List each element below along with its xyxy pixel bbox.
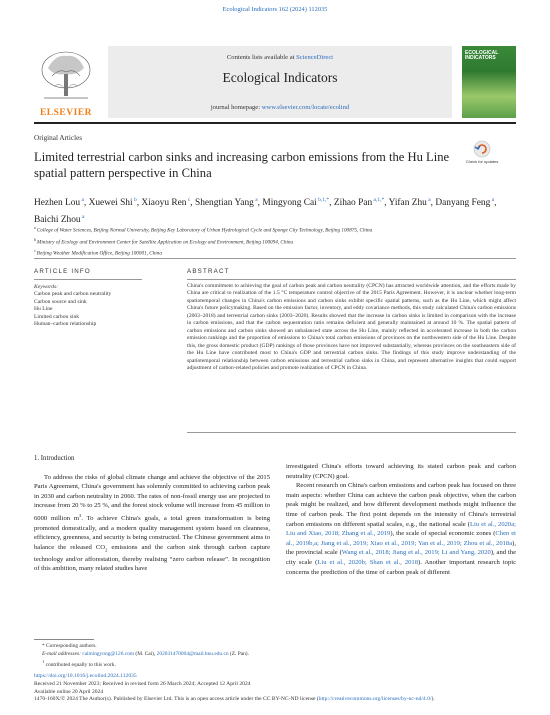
author-affiliation-mark[interactable]: a (253, 197, 258, 203)
header-divider (34, 122, 516, 124)
author-affiliation-mark[interactable]: b,1,* (316, 197, 330, 203)
text-run: ), and the city scale ( (286, 549, 517, 566)
abstract-text: China's commitment to achieving the goal of carbon peak and carbon neutrality (CPCN) has attracted worldwide attention, and the efforts made by China are critical to realization of the 1.5 °C temperature control objective of the 2015 Paris Agreement. However, it is unclear whether long-term spatiotemporal changes in China's carbon emissions and carbon sinks exhibit specific spatial patterns, such as the Hu Line, which might affect China's future policymaking. Based on the emission factor, inventory, and eddy covariance methods, this study calculated China's carbon emissions (2003–2018) and terrestrial carbon sinks (2003–2020). Results showed that the increase in carbon sinks is limited in comparison with the increase in carbon emissions, and that the carbon sequestration ratio remains deficient and generally maintained at around 10 %. The spatial pattern of carbon emissions and carbon sinks showed an unbalanced state across the Hu Line, mainly reflected in accelerated increase in both the carbon emission rankings and the proportion of emissions to China's total carbon emissions of provinces on the northwestern side of the Hu Line. Despite this, the gross domestic product (GDP) rankings of those provinces have not improved substantially, whereas provinces on the southeastern side of the Hu Line have contributed most to China's GDP and terrestrial carbon sinks. The findings of this study improve understanding of the spatiotemporal relationship between carbon emissions and terrestrial carbon sinks in China, and represent alternative insights that could support adjustment of carbon-related policies and promote realization of CPCN in China. (187, 283, 516, 371)
author-affiliation-mark[interactable]: a,1,* (372, 197, 385, 203)
article-info-heading: ARTICLE INFO (34, 268, 91, 275)
journal-header (34, 46, 516, 120)
elsevier-wordmark: ELSEVIER (39, 108, 93, 118)
abstract-divider (187, 279, 516, 280)
journal-banner (108, 46, 452, 118)
article-info-divider (34, 279, 142, 280)
text-run: ), the provincial scale ( (286, 539, 516, 557)
intro-paragraph-2 (286, 481, 516, 577)
author[interactable] (262, 198, 329, 208)
keywords-block (34, 284, 154, 328)
license-prefix: 1470-160X/© 2024 The Author(s). Published by Elsevier Ltd. This is an open access article under the CC BY-NC-ND license ( (34, 696, 319, 703)
keyword[interactable]: Carbon source and sink (34, 298, 87, 305)
keyword[interactable]: Carbon peak and carbon neutrality (34, 291, 112, 298)
affiliation-text: College of Water Sciences, Beijing Normal University, Beijing Key Laboratory of Urban Hydrological Cycle and Sponge City Technology, Beijing 100875, China (36, 227, 373, 234)
author-name[interactable]: Mingyong Cai (262, 198, 317, 209)
affiliation (34, 236, 514, 248)
text-run: ), the scale of special economic zones ( (390, 530, 496, 538)
author-affiliation-mark[interactable]: a (426, 197, 431, 203)
section-heading-introduction: 1. Introduction (34, 455, 75, 462)
email-label: E-mail addresses: (42, 651, 83, 657)
doi-link[interactable]: https://doi.org/10.1016/j.ecolind.2024.112035 (34, 673, 137, 679)
author[interactable] (89, 198, 137, 208)
journal-name: Ecological Indicators (222, 70, 338, 85)
affiliations (34, 224, 514, 259)
footnote-divider (34, 639, 94, 640)
email-link-cai[interactable]: caimingyong@126.com (82, 651, 135, 657)
email-owner-pan: (Z. Pan). (228, 651, 249, 657)
author-affiliation-mark[interactable]: c (186, 197, 191, 203)
intro-column-left (34, 454, 270, 574)
author-list: Hezhen Lou $^a$, Xuewei Shi $^b$, Xiaoyu Ren $^c$, Shengtian Yang $^a$, Mingyong Cai $^{b,1,*}$, Zihao Pan $^{a,1,*}$, Yifan Zhu $^a$, Danyang Feng $^a$, Baichi Zhou $^a$ (34, 197, 497, 225)
footnote-contrib-text: contributed equally to this work. (45, 661, 116, 668)
author-name[interactable]: Hezhen Lou (34, 198, 81, 209)
keyword[interactable]: Limited carbon sink (34, 313, 80, 320)
footnote-corresponding-text: Corresponding authors. (46, 643, 97, 649)
author-name[interactable]: Baichi Zhou (34, 214, 81, 225)
citation-link[interactable]: Chen et al., 2019b,a; Jiang et al., 2019; Xiao et al., 2019; Yan et al., 2019; Zhou et al., 2018a (286, 530, 516, 547)
keywords-label: Keywords: (34, 284, 59, 290)
author[interactable] (141, 198, 190, 208)
footnote-asterisk: * (42, 643, 47, 649)
article-title: Limited terrestrial carbon sinks and increasing carbon emissions from the Hu Line spatial pattern perspective in China (34, 150, 450, 180)
citation-link[interactable]: Liu et al., 2020a; Liu and Xiao, 2018; Zhang et al., 2019 (286, 520, 516, 538)
license-suffix: ). (431, 696, 435, 703)
affiliation (34, 224, 514, 236)
homepage-prefix: journal homepage: (210, 104, 262, 111)
affiliation-divider (34, 258, 516, 259)
article-dates: Received 21 November 2023; Received in revised form 26 March 2024; Accepted 12 April 2024 (34, 680, 251, 687)
text-run: Recent research on China's carbon emissions and carbon peak has focused on three main aspects: whether China can achieve the carbon peak objective, when the carbon peak might be realized, and how different development methods might influence the time of carbon peak. The first point depends on the intensity of China's terrestrial carbon emissions on different spatial scales, e.g., the national scale ( (286, 482, 516, 528)
keyword[interactable]: Hu Line (34, 306, 53, 313)
affiliation-text: Beijing Weather Modification Office, Beijing 100001, China (36, 250, 162, 257)
homepage-line (108, 104, 452, 111)
article-metadata-footer (34, 673, 516, 704)
author-name[interactable]: Zihao Pan (333, 198, 373, 209)
intro-paragraph-1 (34, 473, 270, 574)
author[interactable] (34, 198, 84, 208)
footnote-emails (34, 650, 514, 658)
footnote-mark-1: 1 (42, 659, 45, 664)
text-run: emissions and the carbon sink through carbon capture technology and/or afforestation, thereby realising “zero carbon release”. In recognition of this ambition, many related studies have (34, 543, 271, 573)
author[interactable] (334, 198, 384, 208)
citation-link[interactable]: Liu et al., 2020b; Shan et al., 2018 (317, 558, 419, 566)
author-affiliation-mark[interactable]: b (132, 197, 137, 203)
text-run: To address the risks of global climate change and achieve the objective of the 2015 Paris Agreement, China's government has solemnly committed to achieving carbon peak in 2030 and carbon neutrality in 2060. The rates of non-fossil energy use are projected to increase from 20 % to 25 %, and the forest stock volume will increase from 45 million to 6000 million m (34, 473, 270, 523)
author-affiliation-mark[interactable]: a (80, 213, 85, 220)
homepage-link[interactable]: www.elsevier.com/locate/ecolind (261, 104, 350, 111)
author[interactable] (435, 198, 494, 208)
intro-column-right (286, 462, 516, 577)
keywords-list (34, 291, 154, 328)
keyword[interactable]: Human–carbon relationship (34, 321, 97, 328)
author-name[interactable]: Xiaoyu Ren (141, 198, 187, 209)
author-affiliation-mark[interactable]: a (490, 197, 495, 203)
sciencedirect-link[interactable]: ScienceDirect (296, 54, 334, 61)
email-owner-cai: (M. Cai), (134, 651, 157, 657)
intro-paragraph-1-continued: investigated China's efforts toward achieving its stated carbon peak and carbon neutrality (CPCN) goal. (286, 463, 516, 480)
journal-cover-thumbnail[interactable] (462, 46, 516, 118)
footnote-contrib (34, 658, 514, 669)
author[interactable] (195, 198, 258, 208)
text-run: ). Another important research topic concerns the prediction of the time of carbon peak of different (286, 558, 517, 576)
online-date: Available online 20 April 2024 (34, 688, 104, 695)
affiliation-mark: c (34, 248, 37, 254)
author-name[interactable]: Danyang Feng (435, 198, 491, 209)
contents-prefix: Contents lists available at (226, 54, 297, 61)
email-link-pan[interactable]: 202031470004@mail.bnu.edu.cn (156, 651, 229, 657)
affiliation-mark: a (34, 225, 37, 230)
text-run: . To achieve China's goals, a total green transformation is being promoted domestically, and a modern quality management system based on cleanness, efficiency, greenness, and security is being constructed. The Chinese government aims to balance the released CO (34, 515, 270, 551)
license-line (34, 696, 516, 704)
author-affiliation-mark[interactable]: a (80, 197, 84, 203)
author[interactable] (389, 198, 431, 208)
author-name[interactable]: Xuewei Shi (88, 198, 133, 209)
license-link[interactable]: http://creativecommons.org/licenses/by-nc-nd/4.0/ (318, 696, 432, 703)
cover-title: ECOLOGICAL INDICATORS (465, 50, 499, 62)
abstract-end-divider (187, 432, 516, 433)
footnotes (34, 642, 514, 669)
affiliation (34, 247, 514, 259)
check-for-updates-icon[interactable] (468, 140, 496, 170)
footnote-corresponding (34, 642, 514, 650)
article-type: Original Articles (34, 134, 83, 142)
citation-link[interactable]: Wang et al., 2018; Jiang et al., 2019; Li and Yang, 2020 (341, 549, 491, 557)
affiliation-mark: b (34, 236, 37, 242)
affiliation-text: Ministry of Ecology and Environment Center for Satellite Application on Ecology and Environment, Beijing 100094, China (37, 239, 294, 246)
author-name[interactable]: Yifan Zhu (388, 198, 427, 209)
contents-line (108, 54, 452, 61)
check-for-updates-label[interactable]: Check for updates (465, 159, 499, 164)
abstract-heading: ABSTRACT (187, 268, 230, 275)
superscript: 3 (78, 512, 82, 518)
author-name[interactable]: Shengtian Yang (194, 198, 254, 209)
journal-citation[interactable]: Ecological Indicators 162 (2024) 112035 (222, 6, 328, 13)
subscript: 2 (105, 547, 108, 553)
